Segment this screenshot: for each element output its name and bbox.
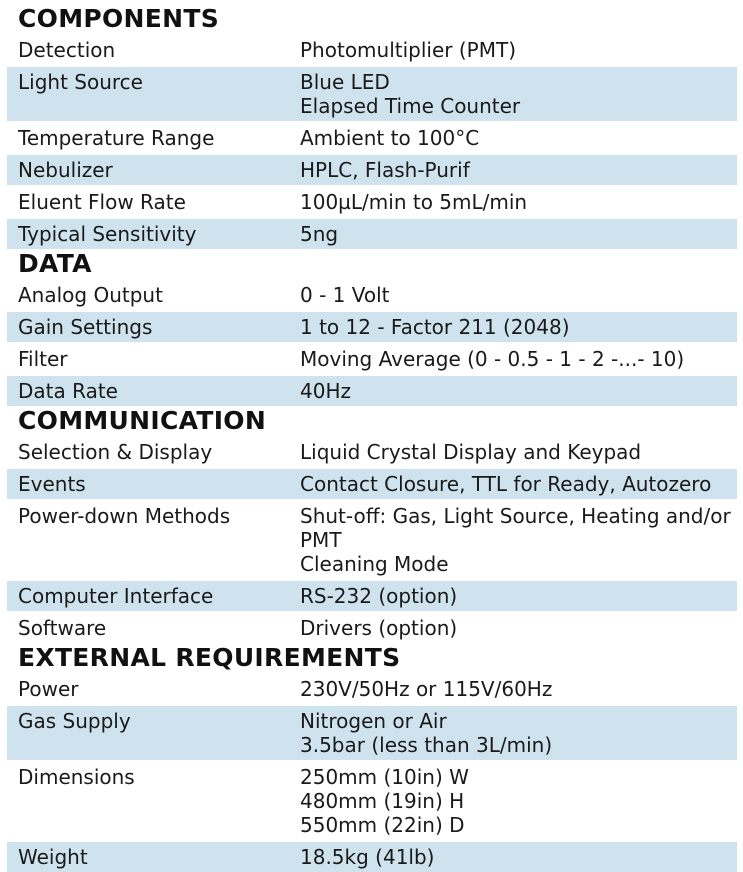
section-title: DATA bbox=[7, 249, 737, 279]
spec-label: Gain Settings bbox=[7, 311, 300, 343]
spec-row bbox=[7, 279, 737, 311]
section-header-row bbox=[7, 406, 737, 436]
section-title: COMMUNICATION bbox=[7, 406, 737, 436]
spec-value-line: RS-232 (option) bbox=[300, 584, 458, 608]
spec-label: Software bbox=[7, 612, 300, 643]
spec-value-line: 18.5kg (41lb) bbox=[300, 845, 435, 869]
spec-value-line: 480mm (19in) H bbox=[300, 789, 465, 813]
spec-row bbox=[7, 705, 737, 761]
spec-value-line: 550mm (22in) D bbox=[300, 813, 465, 837]
spec-label: Dimensions bbox=[7, 761, 300, 841]
spec-value-line: PMT bbox=[300, 528, 342, 552]
spec-label: Gas Supply bbox=[7, 705, 300, 761]
spec-value bbox=[300, 841, 737, 872]
section-header-row bbox=[7, 4, 737, 34]
spec-row bbox=[7, 612, 737, 643]
spec-value-line: Liquid Crystal Display and Keypad bbox=[300, 440, 642, 464]
spec-row bbox=[7, 468, 737, 500]
spec-row bbox=[7, 841, 737, 872]
spec-row bbox=[7, 436, 737, 468]
section-title: COMPONENTS bbox=[7, 4, 737, 34]
spec-value bbox=[300, 673, 737, 705]
spec-value bbox=[300, 66, 737, 122]
spec-value-line: 250mm (10in) W bbox=[300, 765, 469, 789]
spec-table bbox=[7, 4, 737, 872]
spec-value bbox=[300, 122, 737, 154]
spec-value bbox=[300, 468, 737, 500]
spec-label: Eluent Flow Rate bbox=[7, 186, 300, 218]
spec-value-line: Ambient to 100°C bbox=[300, 126, 480, 150]
spec-row bbox=[7, 580, 737, 612]
spec-row bbox=[7, 761, 737, 841]
spec-value bbox=[300, 34, 737, 66]
spec-value-line: Blue LED bbox=[300, 70, 390, 94]
spec-value-line: Nitrogen or Air bbox=[300, 709, 447, 733]
spec-label: Weight bbox=[7, 841, 300, 872]
spec-row bbox=[7, 311, 737, 343]
spec-value bbox=[300, 580, 737, 612]
spec-value bbox=[300, 500, 737, 580]
spec-value bbox=[300, 761, 737, 841]
spec-label: Nebulizer bbox=[7, 154, 300, 186]
spec-value-line: 230V/50Hz or 115V/60Hz bbox=[300, 677, 553, 701]
spec-label: Data Rate bbox=[7, 375, 300, 406]
spec-label: Analog Output bbox=[7, 279, 300, 311]
spec-value-line: Drivers (option) bbox=[300, 616, 458, 640]
spec-row bbox=[7, 122, 737, 154]
spec-label: Selection & Display bbox=[7, 436, 300, 468]
spec-value-line: Photomultiplier (PMT) bbox=[300, 38, 516, 62]
spec-value-line: 40Hz bbox=[300, 379, 351, 403]
spec-value bbox=[300, 311, 737, 343]
spec-value bbox=[300, 375, 737, 406]
section-header-row bbox=[7, 249, 737, 279]
spec-row bbox=[7, 375, 737, 406]
spec-row bbox=[7, 218, 737, 249]
spec-label: Computer Interface bbox=[7, 580, 300, 612]
spec-label: Filter bbox=[7, 343, 300, 375]
spec-value-line: Cleaning Mode bbox=[300, 552, 449, 576]
spec-value bbox=[300, 154, 737, 186]
spec-row bbox=[7, 154, 737, 186]
spec-value-line: Moving Average (0 - 0.5 - 1 - 2 -...- 10) bbox=[300, 347, 685, 371]
spec-value bbox=[300, 279, 737, 311]
spec-value-line: Shut-off: Gas, Light Source, Heating and/or bbox=[300, 504, 731, 528]
spec-label: Light Source bbox=[7, 66, 300, 122]
spec-value bbox=[300, 186, 737, 218]
spec-row bbox=[7, 186, 737, 218]
spec-value-line: HPLC, Flash-Purif bbox=[300, 158, 470, 182]
spec-value-line: 1 to 12 - Factor 211 (2048) bbox=[300, 315, 570, 339]
spec-label: Temperature Range bbox=[7, 122, 300, 154]
spec-label: Detection bbox=[7, 34, 300, 66]
spec-row bbox=[7, 343, 737, 375]
spec-value-line: 0 - 1 Volt bbox=[300, 283, 390, 307]
spec-value-line: 100µL/min to 5mL/min bbox=[300, 190, 528, 214]
spec-row bbox=[7, 66, 737, 122]
spec-label: Events bbox=[7, 468, 300, 500]
spec-value bbox=[300, 218, 737, 249]
section-title: EXTERNAL REQUIREMENTS bbox=[7, 643, 737, 673]
spec-value-line: 3.5bar (less than 3L/min) bbox=[300, 733, 553, 757]
spec-label: Power-down Methods bbox=[7, 500, 300, 580]
spec-table-body bbox=[7, 4, 737, 872]
spec-row bbox=[7, 500, 737, 580]
spec-value bbox=[300, 343, 737, 375]
spec-row bbox=[7, 34, 737, 66]
spec-label: Power bbox=[7, 673, 300, 705]
spec-value bbox=[300, 612, 737, 643]
spec-row bbox=[7, 673, 737, 705]
spec-value-line: 5ng bbox=[300, 222, 339, 246]
spec-value bbox=[300, 705, 737, 761]
spec-value-line: Elapsed Time Counter bbox=[300, 94, 521, 118]
section-header-row bbox=[7, 643, 737, 673]
spec-value-line: Contact Closure, TTL for Ready, Autozero bbox=[300, 472, 712, 496]
spec-value bbox=[300, 436, 737, 468]
spec-label: Typical Sensitivity bbox=[7, 218, 300, 249]
